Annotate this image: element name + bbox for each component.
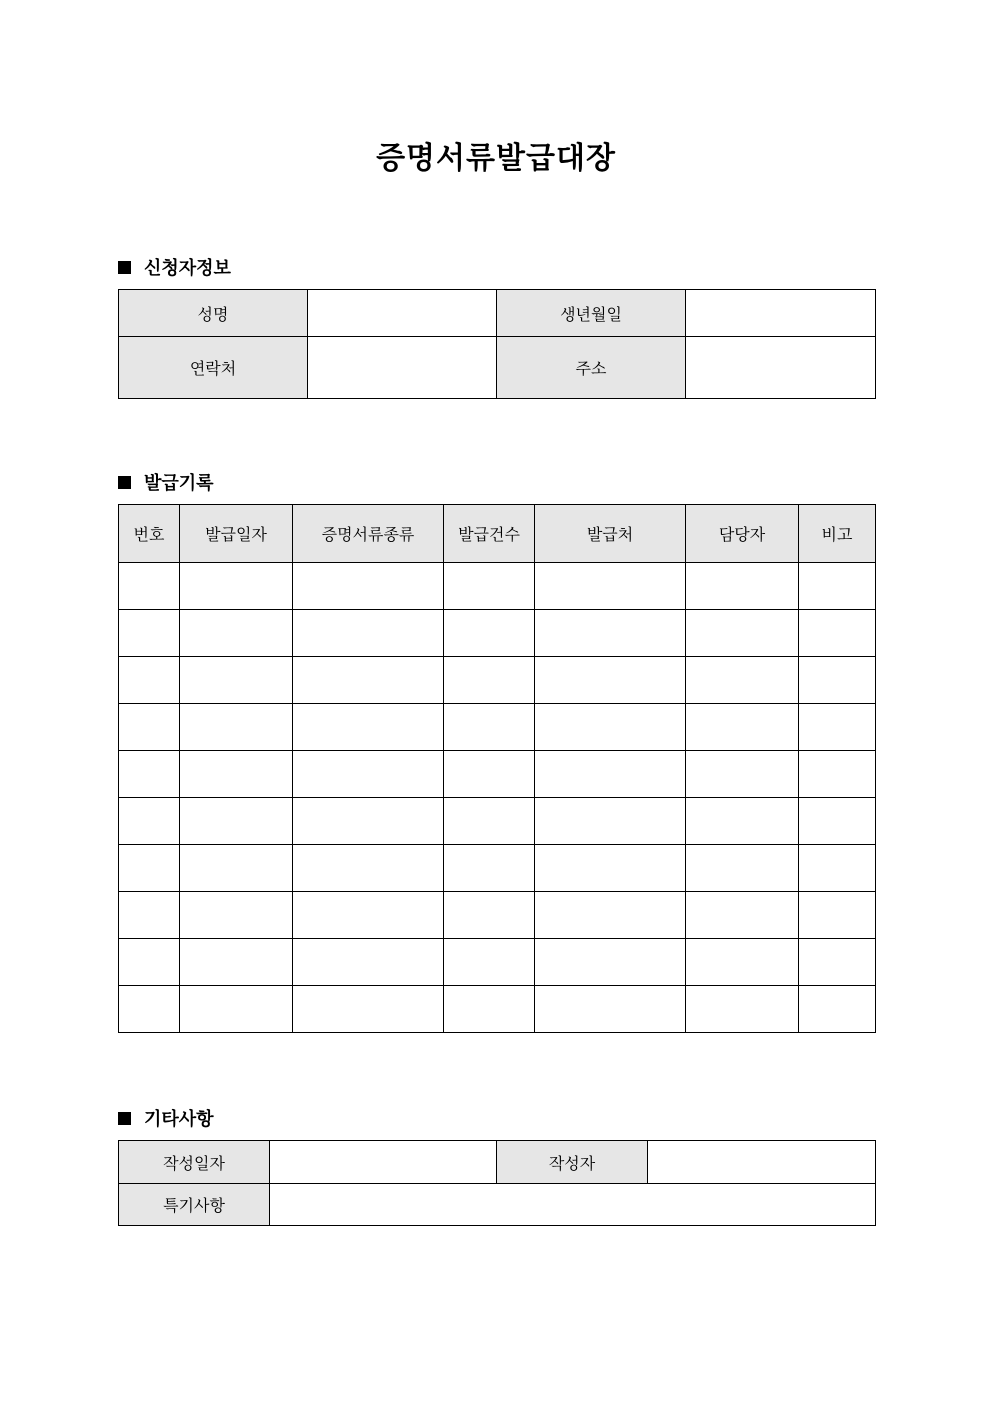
cell-document-type[interactable] (293, 563, 444, 610)
cell-number[interactable] (119, 704, 180, 751)
issue-records-table (118, 504, 876, 1033)
cell-document-type[interactable] (293, 845, 444, 892)
cell-issue-count[interactable] (444, 657, 535, 704)
applicant-info-table (118, 289, 876, 399)
cell-remarks[interactable] (799, 563, 876, 610)
cell-remarks[interactable] (799, 986, 876, 1033)
cell-number[interactable] (119, 986, 180, 1033)
cell-issue-count[interactable] (444, 563, 535, 610)
cell-staff[interactable] (686, 610, 799, 657)
cell-number[interactable] (119, 657, 180, 704)
cell-staff[interactable] (686, 751, 799, 798)
cell-staff[interactable] (686, 798, 799, 845)
cell-issue-count[interactable] (444, 751, 535, 798)
cell-staff[interactable] (686, 939, 799, 986)
column-header-remarks: 비고 (799, 505, 876, 563)
square-bullet-icon (118, 476, 131, 489)
cell-issue-date[interactable] (180, 657, 293, 704)
table-row (119, 657, 876, 704)
cell-issue-date[interactable] (180, 563, 293, 610)
cell-remarks[interactable] (799, 657, 876, 704)
section-title-applicant: 신청자정보 (144, 258, 231, 279)
cell-number[interactable] (119, 751, 180, 798)
table-row (119, 845, 876, 892)
cell-document-type[interactable] (293, 939, 444, 986)
author-field[interactable] (648, 1141, 876, 1184)
cell-remarks[interactable] (799, 939, 876, 986)
cell-issue-date[interactable] (180, 704, 293, 751)
cell-issue-date[interactable] (180, 939, 293, 986)
table-row (119, 563, 876, 610)
cell-issue-date[interactable] (180, 845, 293, 892)
cell-remarks[interactable] (799, 798, 876, 845)
cell-issued-to[interactable] (535, 798, 686, 845)
cell-document-type[interactable] (293, 986, 444, 1033)
cell-staff[interactable] (686, 845, 799, 892)
cell-remarks[interactable] (799, 845, 876, 892)
written-date-field[interactable] (270, 1141, 497, 1184)
square-bullet-icon (118, 261, 131, 274)
cell-issued-to[interactable] (535, 657, 686, 704)
cell-issued-to[interactable] (535, 892, 686, 939)
notes-table (118, 1140, 876, 1226)
table-header-row (119, 505, 876, 563)
phone-label: 연락처 (119, 337, 308, 399)
table-row (119, 751, 876, 798)
cell-issued-to[interactable] (535, 704, 686, 751)
cell-document-type[interactable] (293, 798, 444, 845)
author-label: 작성자 (497, 1141, 648, 1184)
section-heading-records (118, 469, 214, 495)
written-date-label: 작성일자 (119, 1141, 270, 1184)
cell-document-type[interactable] (293, 892, 444, 939)
birthdate-field[interactable] (686, 290, 876, 337)
phone-field[interactable] (308, 337, 497, 399)
cell-issued-to[interactable] (535, 751, 686, 798)
cell-issue-count[interactable] (444, 892, 535, 939)
cell-document-type[interactable] (293, 610, 444, 657)
special-notes-label: 특기사항 (119, 1184, 270, 1226)
address-field[interactable] (686, 337, 876, 399)
cell-issued-to[interactable] (535, 939, 686, 986)
table-row (119, 939, 876, 986)
table-row (119, 892, 876, 939)
cell-number[interactable] (119, 563, 180, 610)
column-header-issue-date: 발급일자 (180, 505, 293, 563)
cell-staff[interactable] (686, 563, 799, 610)
section-heading-notes (118, 1105, 214, 1131)
cell-issue-count[interactable] (444, 704, 535, 751)
cell-issue-date[interactable] (180, 610, 293, 657)
column-header-issue-count: 발급건수 (444, 505, 535, 563)
cell-staff[interactable] (686, 657, 799, 704)
cell-number[interactable] (119, 892, 180, 939)
cell-issue-count[interactable] (444, 798, 535, 845)
page-title: 증명서류발급대장 (376, 141, 616, 176)
column-header-document-type: 증명서류종류 (293, 505, 444, 563)
section-title-notes: 기타사항 (144, 1109, 214, 1130)
cell-remarks[interactable] (799, 704, 876, 751)
special-notes-field[interactable] (270, 1184, 876, 1226)
cell-remarks[interactable] (799, 610, 876, 657)
cell-staff[interactable] (686, 704, 799, 751)
address-label: 주소 (497, 337, 686, 399)
column-header-issued-to: 발급처 (535, 505, 686, 563)
cell-issue-date[interactable] (180, 751, 293, 798)
cell-issue-count[interactable] (444, 845, 535, 892)
cell-issued-to[interactable] (535, 986, 686, 1033)
cell-staff[interactable] (686, 986, 799, 1033)
cell-issued-to[interactable] (535, 610, 686, 657)
table-row (119, 986, 876, 1033)
cell-number[interactable] (119, 845, 180, 892)
section-title-records: 발급기록 (144, 473, 214, 494)
birthdate-label: 생년월일 (497, 290, 686, 337)
cell-issued-to[interactable] (535, 563, 686, 610)
cell-issue-count[interactable] (444, 610, 535, 657)
cell-issue-count[interactable] (444, 986, 535, 1033)
cell-issue-count[interactable] (444, 939, 535, 986)
cell-issue-date[interactable] (180, 986, 293, 1033)
table-row (119, 704, 876, 751)
table-row (119, 798, 876, 845)
square-bullet-icon (118, 1112, 131, 1125)
column-header-number: 번호 (119, 505, 180, 563)
cell-issued-to[interactable] (535, 845, 686, 892)
cell-issue-date[interactable] (180, 892, 293, 939)
cell-document-type[interactable] (293, 751, 444, 798)
table-row (119, 610, 876, 657)
cell-document-type[interactable] (293, 704, 444, 751)
column-header-staff: 담당자 (686, 505, 799, 563)
cell-issue-date[interactable] (180, 798, 293, 845)
cell-number[interactable] (119, 939, 180, 986)
cell-staff[interactable] (686, 892, 799, 939)
cell-document-type[interactable] (293, 657, 444, 704)
cell-number[interactable] (119, 798, 180, 845)
name-field[interactable] (308, 290, 497, 337)
section-heading-applicant (118, 254, 231, 280)
cell-remarks[interactable] (799, 751, 876, 798)
name-label: 성명 (119, 290, 308, 337)
cell-remarks[interactable] (799, 892, 876, 939)
cell-number[interactable] (119, 610, 180, 657)
